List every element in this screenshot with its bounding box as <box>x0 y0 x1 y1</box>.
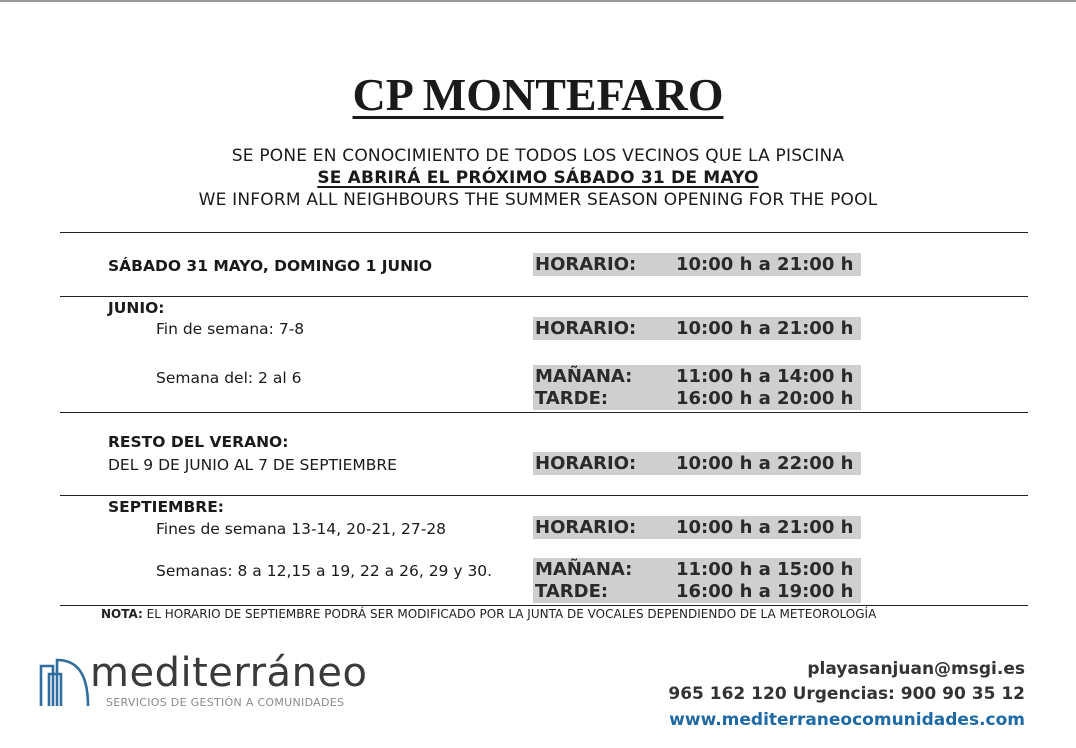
note <box>101 607 876 621</box>
resto-range: DEL 9 DE JUNIO AL 7 DE SEPTIEMBRE <box>108 456 397 474</box>
note-prefix: NOTA: <box>101 607 143 621</box>
junio-heading: JUNIO: <box>108 299 165 317</box>
junio-weekend-label: Fin de semana: 7-8 <box>156 320 305 338</box>
contact-website[interactable]: www.mediterraneocomunidades.com <box>669 710 1025 730</box>
divider <box>60 605 1028 606</box>
junio-week-label: Semana del: 2 al 6 <box>156 369 302 387</box>
septiembre-weekend-label: Fines de semana 13-14, 20-21, 27-28 <box>156 520 447 538</box>
title-text: CP MONTEFARO <box>352 69 724 120</box>
divider <box>60 232 1028 233</box>
intro-line-3: WE INFORM ALL NEIGHBOURS THE SUMMER SEASON OPENING FOR THE POOL <box>198 190 878 210</box>
schedule-label: HORARIO: <box>535 453 637 474</box>
septiembre-week-label: Semanas: 8 a 12,15 a 19, 22 a 26, 29 y 30. <box>156 562 493 580</box>
afternoon-label: TARDE: <box>535 581 609 602</box>
septiembre-heading: SEPTIEMBRE: <box>108 498 225 516</box>
logo-wordmark: mediterráneo <box>90 650 368 696</box>
septiembre-weekend-schedule <box>533 516 861 539</box>
schedule-time: 10:00 h a 21:00 h <box>676 254 854 275</box>
schedule-label: HORARIO: <box>535 254 637 275</box>
note-text: EL HORARIO DE SEPTIEMBRE PODRÁ SER MODIFICADO POR LA JUNTA DE VOCALES DEPENDIENDO DE LA METEOROLOGÍA <box>146 607 877 621</box>
afternoon-time: 16:00 h a 19:00 h <box>676 581 854 602</box>
intro-line-2: SE ABRIRÁ EL PRÓXIMO SÁBADO 31 DE MAYO <box>317 168 759 188</box>
divider <box>60 412 1028 413</box>
morning-time: 11:00 h a 15:00 h <box>676 559 854 580</box>
schedule-time: 10:00 h a 21:00 h <box>676 318 854 339</box>
divider <box>60 495 1028 496</box>
contact-phones: 965 162 120 Urgencias: 900 90 35 12 <box>668 684 1025 704</box>
opening-schedule <box>533 253 861 276</box>
divider <box>60 296 1028 297</box>
junio-weekend-schedule <box>533 317 861 340</box>
afternoon-label: TARDE: <box>535 388 609 409</box>
afternoon-time: 16:00 h a 20:00 h <box>676 388 854 409</box>
resto-heading: RESTO DEL VERANO: <box>108 433 289 451</box>
morning-label: MAÑANA: <box>535 366 633 387</box>
schedule-label: HORARIO: <box>535 517 637 538</box>
company-logo <box>38 650 368 714</box>
contact-email[interactable]: playasanjuan@msgi.es <box>807 659 1025 679</box>
septiembre-week-schedule <box>533 558 861 603</box>
opening-label: SÁBADO 31 MAYO, DOMINGO 1 JUNIO <box>108 257 433 275</box>
top-border <box>0 0 1076 2</box>
resto-schedule <box>533 452 861 475</box>
logo-mark-icon <box>38 658 92 708</box>
intro-line-1: SE PONE EN CONOCIMIENTO DE TODOS LOS VECINOS QUE LA PISCINA <box>231 146 845 166</box>
junio-week-schedule <box>533 365 861 410</box>
logo-subtitle: SERVICIOS DE GESTIÓN A COMUNIDADES <box>106 696 345 709</box>
morning-time: 11:00 h a 14:00 h <box>676 366 854 387</box>
schedule-time: 10:00 h a 21:00 h <box>676 517 854 538</box>
schedule-label: HORARIO: <box>535 318 637 339</box>
schedule-time: 10:00 h a 22:00 h <box>676 453 854 474</box>
morning-label: MAÑANA: <box>535 559 633 580</box>
page-title <box>0 68 1076 121</box>
